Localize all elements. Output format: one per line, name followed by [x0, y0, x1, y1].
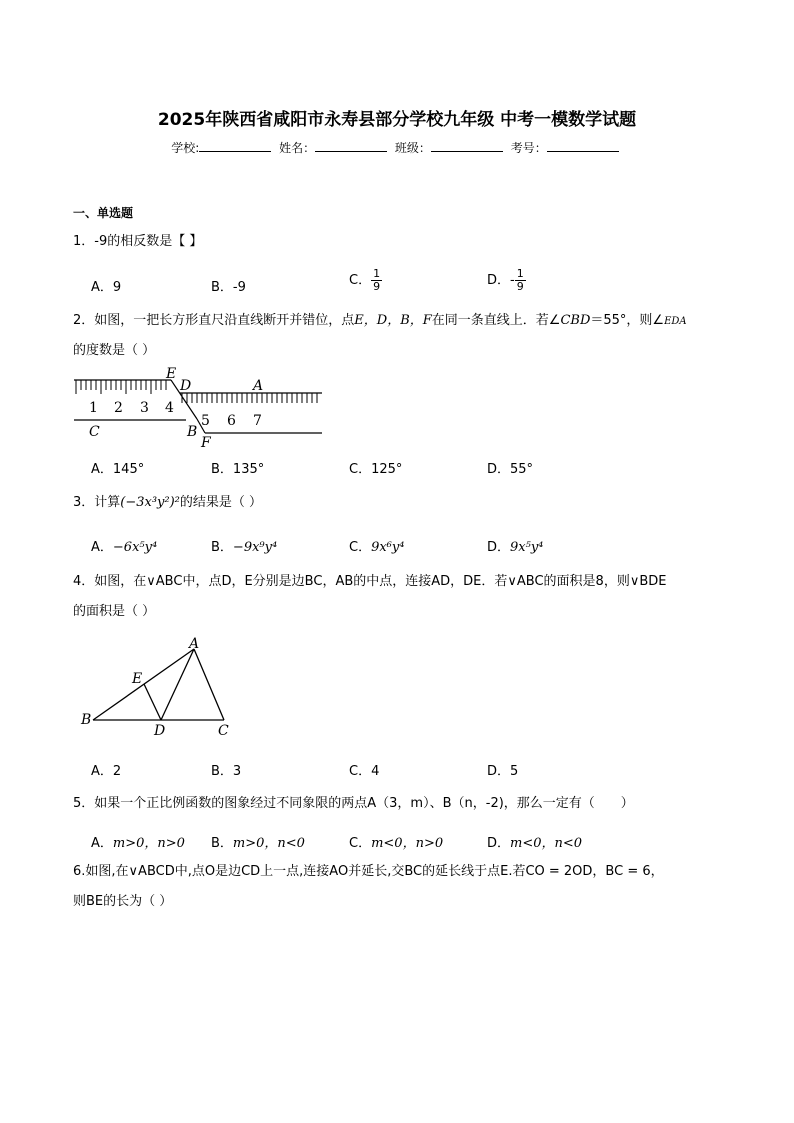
- q5-option-a: A．m>0，n>0: [91, 836, 185, 851]
- question-1-stem: 1．-9的相反数是【 】: [73, 234, 203, 249]
- q4-option-c: C．4: [349, 764, 380, 779]
- ruler-num-1: 1: [89, 400, 98, 416]
- question-2-stem: 2．如图，一把长方形直尺沿直线断开并错位，点E，D，B，F在同一条直线上．若∠CBD＝55°，则∠EDA: [73, 313, 687, 328]
- name-label: 姓名：: [279, 141, 316, 155]
- question-5-stem: 5．如果一个正比例函数的图象经过不同象限的两点A（3，m）、B（n，-2)，那么一定有（ ）: [73, 796, 634, 811]
- expression: (−3x³y²)²: [120, 495, 180, 510]
- q5-option-b: B．m>0，n<0: [211, 836, 305, 851]
- q3-option-d: D．9x⁵y⁴: [487, 540, 544, 555]
- q2-option-b: B．135°: [211, 462, 265, 477]
- q4-option-a: A．2: [91, 764, 122, 779]
- q5-option-d: D．m<0，n<0: [487, 836, 583, 851]
- q1-option-c: C． $\frac{1}{9}$: [349, 267, 381, 293]
- question-6-stem: 6.如图,在∨ABCD中,点O是边CD上一点,连接AO并延长,交BC的延长线于点E.若CO = 2OD，BC = 6，: [73, 864, 664, 879]
- ruler-num-4: 4: [165, 400, 174, 416]
- question-4-stem-line2: 的面积是（ ）: [73, 604, 156, 619]
- question-4-stem: 4．如图，在∨ABC中，点D，E分别是边BC，AB的中点，连接AD，DE．若∨ABC的面积是8，则∨BDE: [73, 574, 667, 589]
- point-label-b: B: [81, 712, 92, 728]
- q3-option-c: C．9x⁶y⁴: [349, 540, 405, 555]
- ruler-num-3: 3: [140, 400, 149, 416]
- page-title: 2025年陕西省咸阳市永寿县部分学校九年级 中考一模数学试题: [157, 110, 637, 130]
- school-blank[interactable]: [199, 140, 271, 152]
- point-label-d: D: [154, 723, 166, 739]
- ruler-num-5: 5: [201, 413, 210, 429]
- ruler-num-2: 2: [114, 400, 123, 416]
- school-label: 学校:: [171, 141, 200, 155]
- point-label-f: F: [201, 435, 211, 451]
- ruler-figure: [70, 364, 330, 454]
- point-label-c: C: [218, 723, 229, 739]
- class-blank[interactable]: [431, 140, 503, 152]
- exam-no-blank[interactable]: [547, 140, 619, 152]
- ruler-num-7: 7: [253, 413, 262, 429]
- point-label-a: A: [189, 636, 200, 652]
- point-label-e: E: [166, 366, 177, 382]
- question-6-stem-line2: 则BE的长为（ ）: [73, 894, 173, 909]
- section-heading: 一、单选题: [73, 206, 134, 220]
- ruler-num-6: 6: [227, 413, 236, 429]
- q4-option-d: D．5: [487, 764, 519, 779]
- triangle-figure: [78, 634, 238, 740]
- q2-option-d: D．55°: [487, 462, 534, 477]
- question-3-stem: 3．计算(−3x³y²)²的结果是（ ）: [73, 495, 263, 510]
- fraction: $\frac{1}{9}$: [516, 267, 524, 293]
- q5-option-c: C．m<0，n>0: [349, 836, 444, 851]
- point-label-e: E: [132, 671, 143, 687]
- q1-option-a: A．9: [91, 280, 122, 295]
- fraction: $\frac{1}{9}$: [373, 267, 381, 293]
- q2-option-c: C．125°: [349, 462, 403, 477]
- q4-option-b: B．3: [211, 764, 242, 779]
- q3-option-a: A．−6x⁵y⁴: [91, 540, 158, 555]
- q2-option-a: A．145°: [91, 462, 145, 477]
- class-label: 班级：: [394, 141, 431, 155]
- student-info-line: [0, 139, 794, 156]
- point-label-c: C: [89, 424, 100, 440]
- point-label-d: D: [180, 378, 192, 394]
- point-label-a: A: [253, 378, 264, 394]
- question-2-stem-line2: 的度数是（ ）: [73, 343, 156, 358]
- exam-no-label: 考号：: [510, 141, 547, 155]
- q1-option-d: D．- $\frac{1}{9}$: [487, 267, 524, 293]
- q3-option-b: B．−9x⁹y⁴: [211, 540, 278, 555]
- point-label-b: B: [187, 424, 198, 440]
- name-blank[interactable]: [315, 140, 387, 152]
- q1-option-b: B．-9: [211, 280, 246, 295]
